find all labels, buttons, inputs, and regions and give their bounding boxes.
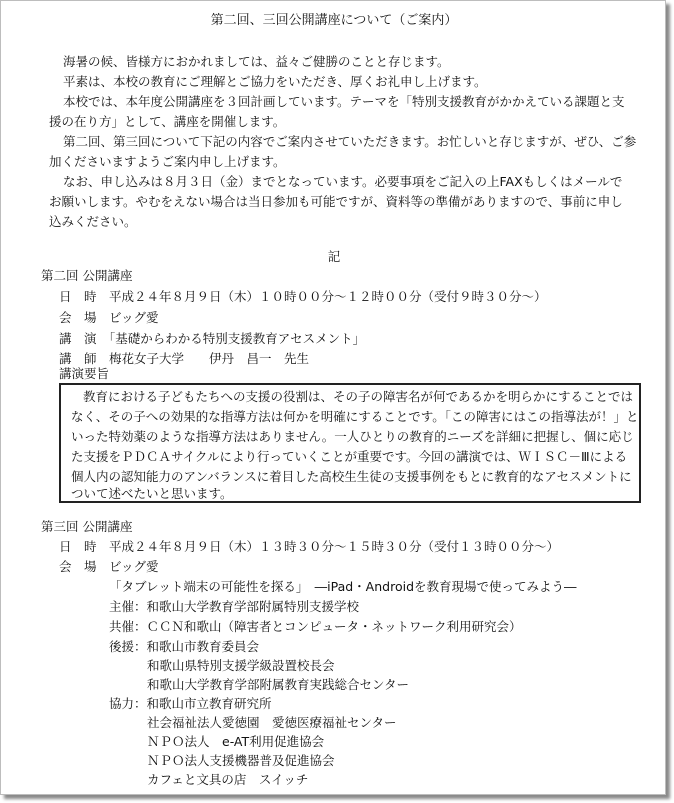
intro-line: 込みください。 <box>49 214 137 229</box>
support-line: 和歌山県特別支援学級設置校長会 <box>147 658 335 673</box>
lecture3-datetime: 日 時 平成２４年８月９日（木）１３時３０分～１５時３０分（受付１３時００分～） <box>59 539 560 554</box>
summary-line: いった特効薬のような指導方法はありません。一人ひとりの教育的ニーズを詳細に把握し、個に応じ <box>71 429 634 444</box>
lecture3-heading: 第三回 公開講座 <box>41 519 133 534</box>
intro-line: 平素は、本校の教育にご理解とご協力をいただき、厚くお礼申し上げます。 <box>63 74 487 89</box>
summary-line: 教育における子どもたちへの支援の役割は、その子の障害名が何であるかを明らかにすることでは <box>83 389 634 404</box>
intro-line: 援の在り方」として、講座を開催します。 <box>49 114 286 129</box>
support-line: 後援：和歌山市教育委員会 <box>109 639 260 654</box>
summary-line: 個人内の認知能力のアンバランスに着目した高校生生徒の支援事例をもとに教育的なアセスメントに <box>71 469 632 484</box>
summary-box <box>59 383 641 503</box>
page-title: 第二回、三回公開講座について（ご案内） <box>210 13 458 28</box>
intro-line: 加くださいますようご案内申し上げます。 <box>49 154 286 169</box>
intro-line: 本校では、本年度公開講座を３回計画しています。テーマを「特別支援教育がかかえている課題と支 <box>63 94 625 109</box>
cooperation-line: 協力：和歌山市立教育研究所 <box>109 696 272 711</box>
cooperation-line: ＮＰＯ法人 e-AT利用促進協会 <box>147 734 325 749</box>
lecture2-venue: 会 場 ビッグ愛 <box>59 310 159 325</box>
intro-line: 海暑の候、皆様方におかれましては、益々ご健勝のことと存じます。 <box>63 54 450 69</box>
intro-line: お願いします。やむをえない場合は当日参加も可能ですが、資料等の準備がありますので、事前に申し <box>49 194 623 209</box>
intro-line: なお、申し込みは８月３日（金）までとなっています。必要事項をご記入の上FAXもしくはメールで <box>63 174 623 189</box>
lecture2-talk: 講 演 「基礎からわかる特別支援教育アセスメント」 <box>59 331 366 346</box>
lecture3-theme: 「タブレット端末の可能性を探る」 ―iPad・Androidを教育現場で使ってみよう― <box>109 579 577 594</box>
organizer-line: 主催：和歌山大学教育学部附属特別支援学校 <box>109 599 360 614</box>
intro-line: 第二回、第三回について下記の内容でご案内させていただきます。お忙しいと存じますが、ぜひ、ご参 <box>63 134 637 149</box>
summary-line: ついて述べたいと思います。 <box>71 486 233 501</box>
summary-label: 講演要旨 <box>59 366 110 381</box>
lecture2-lecturer: 講 師 梅花女子大学 伊丹 昌一 先生 <box>59 351 310 366</box>
cooperation-line: カフェと文具の店 スイッチ <box>147 772 309 787</box>
support-line: 和歌山大学教育学部附属教育実践総合センター <box>147 677 410 692</box>
summary-line: た支援をＰＤＣＡサイクルにより行っていくことが重要です。今回の講演では、ＷＩＳＣ－Ⅲによる <box>71 449 628 464</box>
summary-line: なく、その子への効果的な指導方法は何かを明確にすることです。「この障害にはこの指導法が！」と <box>71 409 639 424</box>
cooperation-line: 社会福祉法人愛徳園 愛徳医療福祉センター <box>147 715 397 730</box>
lecture2-heading: 第二回 公開講座 <box>41 268 133 283</box>
cooperation-line: ＮＰＯ法人支援機器普及促進協会 <box>147 753 335 768</box>
ki-heading: 記 <box>327 249 341 264</box>
lecture2-datetime: 日 時 平成２４年８月９日（木）１０時００分～１２時００分（受付９時３０分～） <box>59 289 547 304</box>
cohost-line: 共催：ＣＣＮ和歌山（障害者とコンピュータ・ネットワーク利用研究会） <box>109 619 522 634</box>
lecture3-venue: 会 場 ビッグ愛 <box>59 559 159 574</box>
